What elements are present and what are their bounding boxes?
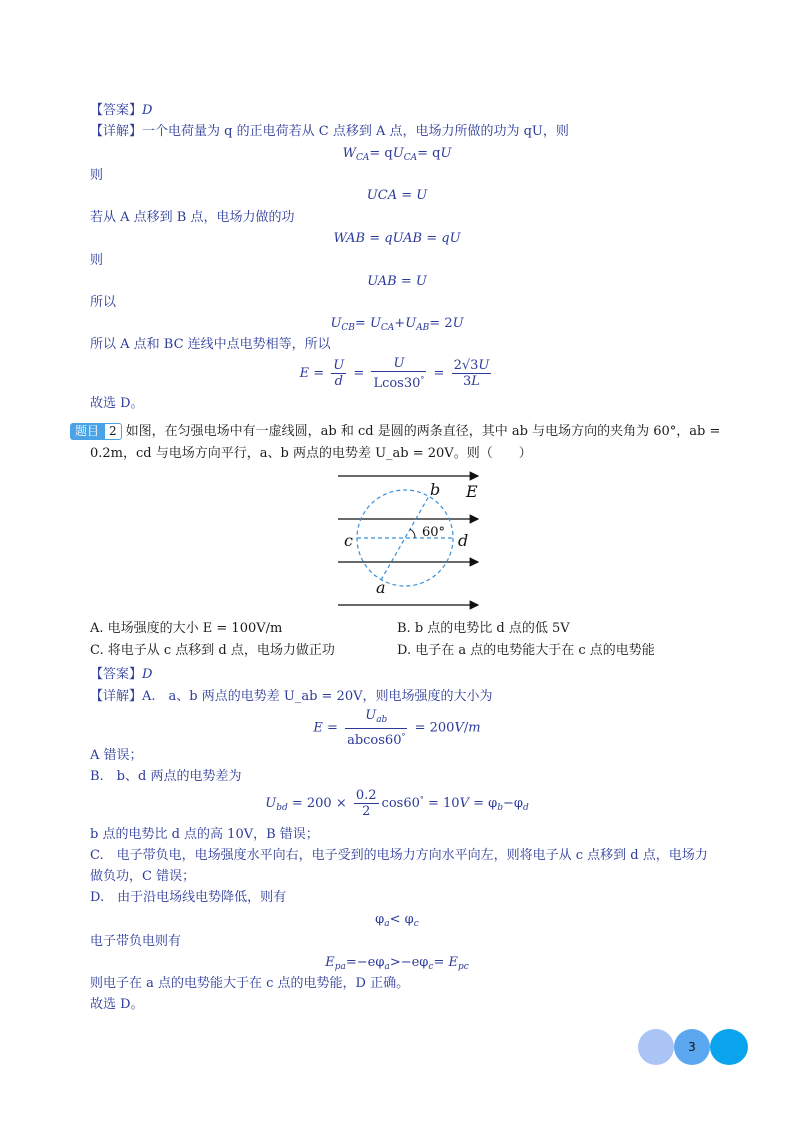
q1-ze2: 则	[90, 253, 104, 268]
option-b: B. b 点的电势比 d 点的低 5V	[397, 621, 570, 636]
q1-eq4: UAB = U	[367, 274, 427, 289]
page-deco-circle-right	[710, 1029, 748, 1065]
q1-eq3: WAB = qUAB = qU	[333, 231, 461, 246]
q1-suoyi: 所以	[90, 295, 117, 310]
label-E: E	[466, 482, 478, 501]
page-number: 3	[674, 1029, 710, 1065]
q1-eq6: E = $\frac{U}{d}$ = $\frac{U}{Lcos30^\circ}$ = $\frac{2√3U}{3L}$	[299, 356, 490, 391]
q2-d-eq1: $\varphi_a< \varphi_c$	[375, 912, 419, 929]
q2-d-eq2: $E_{pa}=-e\varphi_a>-e\varphi_c= E_{pc}$	[325, 955, 469, 972]
option-c: C. 将电子从 c 点移到 d 点，电场力做正功	[90, 643, 335, 658]
q2-stem1: 如图，在匀强电场中有一虚线圆，ab 和 cd 是圆的两条直径，其中 ab 与电场方向的夹角为 60°，ab =	[125, 424, 721, 439]
angle-arc	[410, 529, 415, 538]
q2-stem2: 0.2m，cd 与电场方向平行，a、b 两点的电势差 U_ab = 20V。则（ ）	[90, 446, 532, 461]
q2-answer-line	[90, 666, 152, 684]
q2-conclusion: 故选 D。	[90, 997, 144, 1012]
q2-stem-line1	[70, 423, 720, 441]
detail-label: 【详解】	[90, 124, 143, 139]
label-b: b	[430, 480, 441, 499]
q1-eq1: $W_{CA}= qU_{CA}=$ qU	[342, 146, 452, 163]
page-deco-circle-left	[638, 1029, 674, 1065]
field-circle-figure	[330, 465, 500, 615]
a-detail: A. a、b 两点的电势差 U_ab = 20V，则电场强度的大小为	[142, 689, 493, 704]
q2-detail-line	[90, 688, 493, 706]
answer-label: 【答案】	[90, 667, 143, 682]
q1-detail-line	[90, 123, 569, 141]
detail-text: 一个电荷量为 q 的正电荷若从 C 点移到 A 点，电场力所做的功为 qU，则	[142, 124, 569, 139]
detail-label: 【详解】	[90, 689, 143, 704]
label-d: d	[458, 531, 469, 550]
q2-b-eq: $U_{bd} = 200$ × $\frac{0.2}{2}$ $\cos 60^\circ = 10V = \varphi_b-\varphi_d$	[265, 788, 529, 819]
q2-c-detail1: C. 电子带负电，电场强度水平向右，电子受到的电场力方向水平向左，则将电子从 c 点移到 d 点，电场力	[90, 848, 708, 863]
q2-d-neg: 电子带负电则有	[90, 934, 182, 949]
option-d: D. 电子在 a 点的电势能大于在 c 点的电势能	[397, 643, 655, 658]
q2-a-eq: E = $\frac{U_{ab}}{abcos60^\circ}$ = 200V/m	[313, 708, 481, 748]
question-number: 2	[104, 423, 122, 440]
q1-eq5: $U_{CB}= U_{CA}+U_{AB}= 2U$	[330, 316, 464, 333]
q1-ze1: 则	[90, 168, 104, 183]
q2-c-detail2: 做负功，C 错误；	[90, 869, 196, 884]
option-a: A. 电场强度的大小 E = 100V/m	[90, 621, 283, 636]
q1-line-mid: 所以 A 点和 BC 连线中点电势相等，所以	[90, 337, 331, 352]
label-c: c	[344, 531, 353, 550]
q2-d-concl: 则电子在 a 点的电势能大于在 c 点的电势能，D 正确。	[90, 976, 410, 991]
answer-label: 【答案】	[90, 103, 143, 118]
label-a: a	[376, 578, 386, 597]
label-angle: 60°	[422, 525, 446, 540]
q2-d-detail: D. 由于沿电场线电势降低，则有	[90, 890, 287, 905]
q1-answer-line	[90, 102, 152, 120]
q1-line-ab: 若从 A 点移到 B 点，电场力做的功	[90, 210, 295, 225]
answer-value: D	[142, 667, 153, 682]
q2-b-detail: B. b、d 两点的电势差为	[90, 769, 242, 784]
q1-eq2: UCA = U	[366, 188, 428, 203]
question-tag: 题目	[70, 423, 104, 440]
q2-b-concl: b 点的电势比 d 点的高 10V，B 错误；	[90, 827, 319, 842]
answer-value: D	[142, 103, 153, 118]
q1-conclusion: 故选 D。	[90, 396, 144, 411]
q2-a-wrong: A 错误；	[90, 748, 143, 763]
